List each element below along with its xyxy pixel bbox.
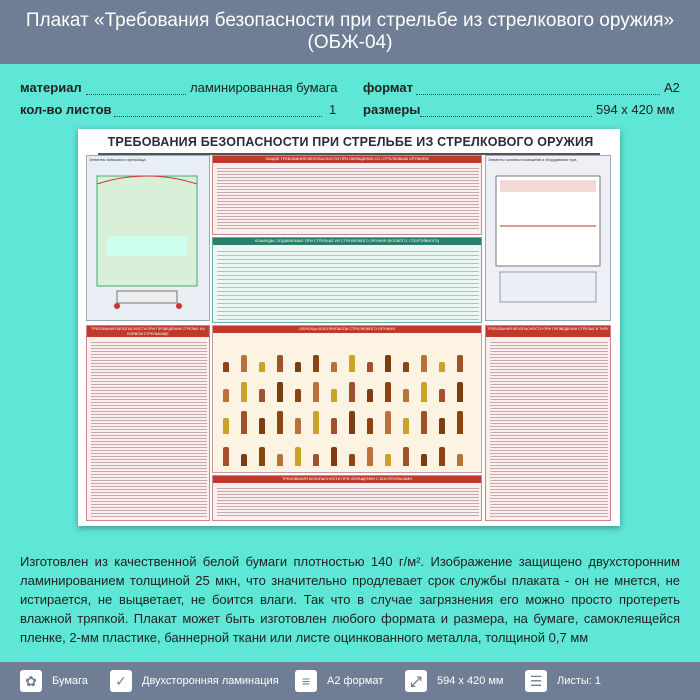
sheets-label: кол-во листов [20, 102, 112, 117]
shield-icon: ✓ [110, 670, 132, 692]
cartridge-icon [457, 355, 463, 372]
cartridge-icon [331, 362, 337, 372]
cartridge-icon [277, 355, 283, 372]
cartridges-samples: ОБРАЗЦЫ БОЕПРИПАСОВ СТРЕЛКОВОГО ОРУЖИЯ [212, 325, 482, 473]
cartridge-icon [313, 355, 319, 372]
cartridge-icon [295, 447, 301, 466]
dots [114, 116, 322, 117]
indoor-range-icon [486, 166, 610, 316]
cartridge-icon [403, 389, 409, 402]
cartridge-icon [367, 418, 373, 434]
product-description: Изготовлен из качественной белой бумаги плотностью 140 г/м². Изображение защищено двухсторонним ламинированием толщиной 25 мкн, что значительно продлевает срок службы плаката - он не мнется, не истирается, не выцветает, не боится влаги. Так что в случае загрязнения его можно просто протереть влажной тряпкой. Плакат может быть изготовлен любого формата и размера, на бумаге, самоклеящейся пленке, 2-мм пластике, баннерной ткани или листе оцинкованного металла, толщиной 0,7 мм [20, 554, 680, 645]
cartridge-icon [223, 418, 229, 434]
cartridge-icon [439, 389, 445, 402]
dots [416, 94, 660, 95]
cartridge-icon [277, 411, 283, 434]
cartridge-icon [331, 447, 337, 466]
cartridge-icon [403, 418, 409, 434]
material-label: материал [20, 80, 82, 95]
cartridge-icon [385, 454, 391, 466]
diagram-indoor-range: Элементы основных помещений и оборудования тира [485, 155, 611, 321]
cartridge-icon [223, 362, 229, 372]
cartridge-icon [241, 411, 247, 434]
dots [86, 94, 186, 95]
footer-paper: ✿ Бумага [20, 662, 88, 700]
cartridge-icon [421, 355, 427, 372]
cartridge-icon [259, 389, 265, 402]
gear-icon: ✿ [20, 670, 42, 692]
layers-icon: ☰ [525, 670, 547, 692]
cartridge-icon [313, 411, 319, 434]
expand-icon: ⤢ [405, 670, 427, 692]
cartridge-icon [403, 447, 409, 466]
cartridge-icon [331, 389, 337, 402]
cartridge-icon [259, 362, 265, 372]
size-label: размеры [363, 102, 421, 117]
cartridge-icon [385, 411, 391, 434]
cartridge-icon [241, 382, 247, 402]
cartridge-icon [349, 411, 355, 434]
footer-size: ⤢ 594 x 420 мм [405, 662, 504, 700]
page-title-line1: Плакат «Требования безопасности при стрельбе из стрелкового оружия» [25, 10, 675, 31]
cartridge-icon [349, 382, 355, 402]
page-title-line2: (ОБЖ-04) [307, 32, 393, 53]
cartridge-icon [223, 389, 229, 402]
cartridge-icon [457, 454, 463, 466]
cartridge-icon [259, 418, 265, 434]
cartridge-icon [313, 454, 319, 466]
indoor-requirements: ТРЕБОВАНИЯ БЕЗОПАСНОСТИ ПРИ ПРОВЕДЕНИИ СТРЕЛЬБ В ТИРЕ [485, 325, 611, 521]
cartridge-icon [439, 362, 445, 372]
cartridge-icon [421, 454, 427, 466]
cartridge-icon [439, 447, 445, 466]
cartridge-icon [295, 362, 301, 372]
cartridge-icon [349, 355, 355, 372]
cartridge-icon [277, 382, 283, 402]
cartridge-icon [295, 418, 301, 434]
cartridge-icon [277, 454, 283, 466]
cartridge-icon [403, 362, 409, 372]
dots [420, 116, 592, 117]
cartridge-icon [331, 418, 337, 434]
diagram-shooting-range: Элементы войскового стрельбища [86, 155, 210, 321]
poster-image [78, 129, 620, 526]
cartridge-icon [349, 454, 355, 466]
cartridge-icon [457, 382, 463, 402]
cartridge-icon [385, 382, 391, 402]
ammo-requirements: ТРЕБОВАНИЯ БЕЗОПАСНОСТИ ПРИ ОБРАЩЕНИИ С БОЕПРИПАСАМИ [212, 475, 482, 521]
general-requirements: ОБЩИЕ ТРЕБОВАНИЯ БЕЗОПАСНОСТИ ПРИ ОБРАЩЕНИИ СО СТРЕЛКОВЫМ ОРУЖИЕМ [212, 155, 482, 235]
footer-bar [0, 662, 700, 700]
footer-format: ≡ А2 формат [295, 662, 383, 700]
range-diagram-icon [87, 166, 209, 316]
cartridge-icon [295, 389, 301, 402]
format-label: формат [363, 80, 413, 95]
page-header [0, 0, 700, 64]
sheets-value: 1 [329, 102, 337, 117]
cartridge-icon [313, 382, 319, 402]
footer-lamination: ✓ Двухсторонняя ламинация [110, 662, 279, 700]
cartridge-icon [457, 411, 463, 434]
cartridge-icon [439, 418, 445, 434]
cartridge-icon [367, 389, 373, 402]
cartridge-icon [385, 355, 391, 372]
cartridge-icon [421, 382, 427, 402]
cartridge-icon [367, 362, 373, 372]
cartridge-icon [223, 447, 229, 466]
cartridge-icon [367, 447, 373, 466]
format-value: A2 [664, 80, 680, 95]
commands-table: КОМАНДЫ, ПОДАВАЕМЫЕ ПРИ СТРЕЛЬБЕ ИЗ СТРЕЛКОВОГО ОРУЖИЯ (БОЕВОГО, СПОРТИВНОГО) [212, 237, 482, 323]
footer-sheets: ☰ Листы: 1 [525, 662, 601, 700]
cartridge-icon [259, 447, 265, 466]
size-value: 594 x 420 мм [596, 102, 675, 117]
range-requirements: ТРЕБОВАНИЯ БЕЗОПАСНОСТИ ПРИ ПРОВЕДЕНИИ СТРЕЛЬБ НА БОЕВОМ СТРЕЛЬБИЩЕ [86, 325, 210, 521]
cartridge-icon [241, 454, 247, 466]
specs-panel [0, 64, 700, 130]
document-icon: ≡ [295, 670, 317, 692]
material-value: ламинированная бумага [190, 80, 338, 95]
cartridge-icon [421, 411, 427, 434]
cartridge-icon [241, 355, 247, 372]
poster-title: ТРЕБОВАНИЯ БЕЗОПАСНОСТИ ПРИ СТРЕЛЬБЕ ИЗ СТРЕЛКОВОГО ОРУЖИЯ [107, 135, 594, 149]
